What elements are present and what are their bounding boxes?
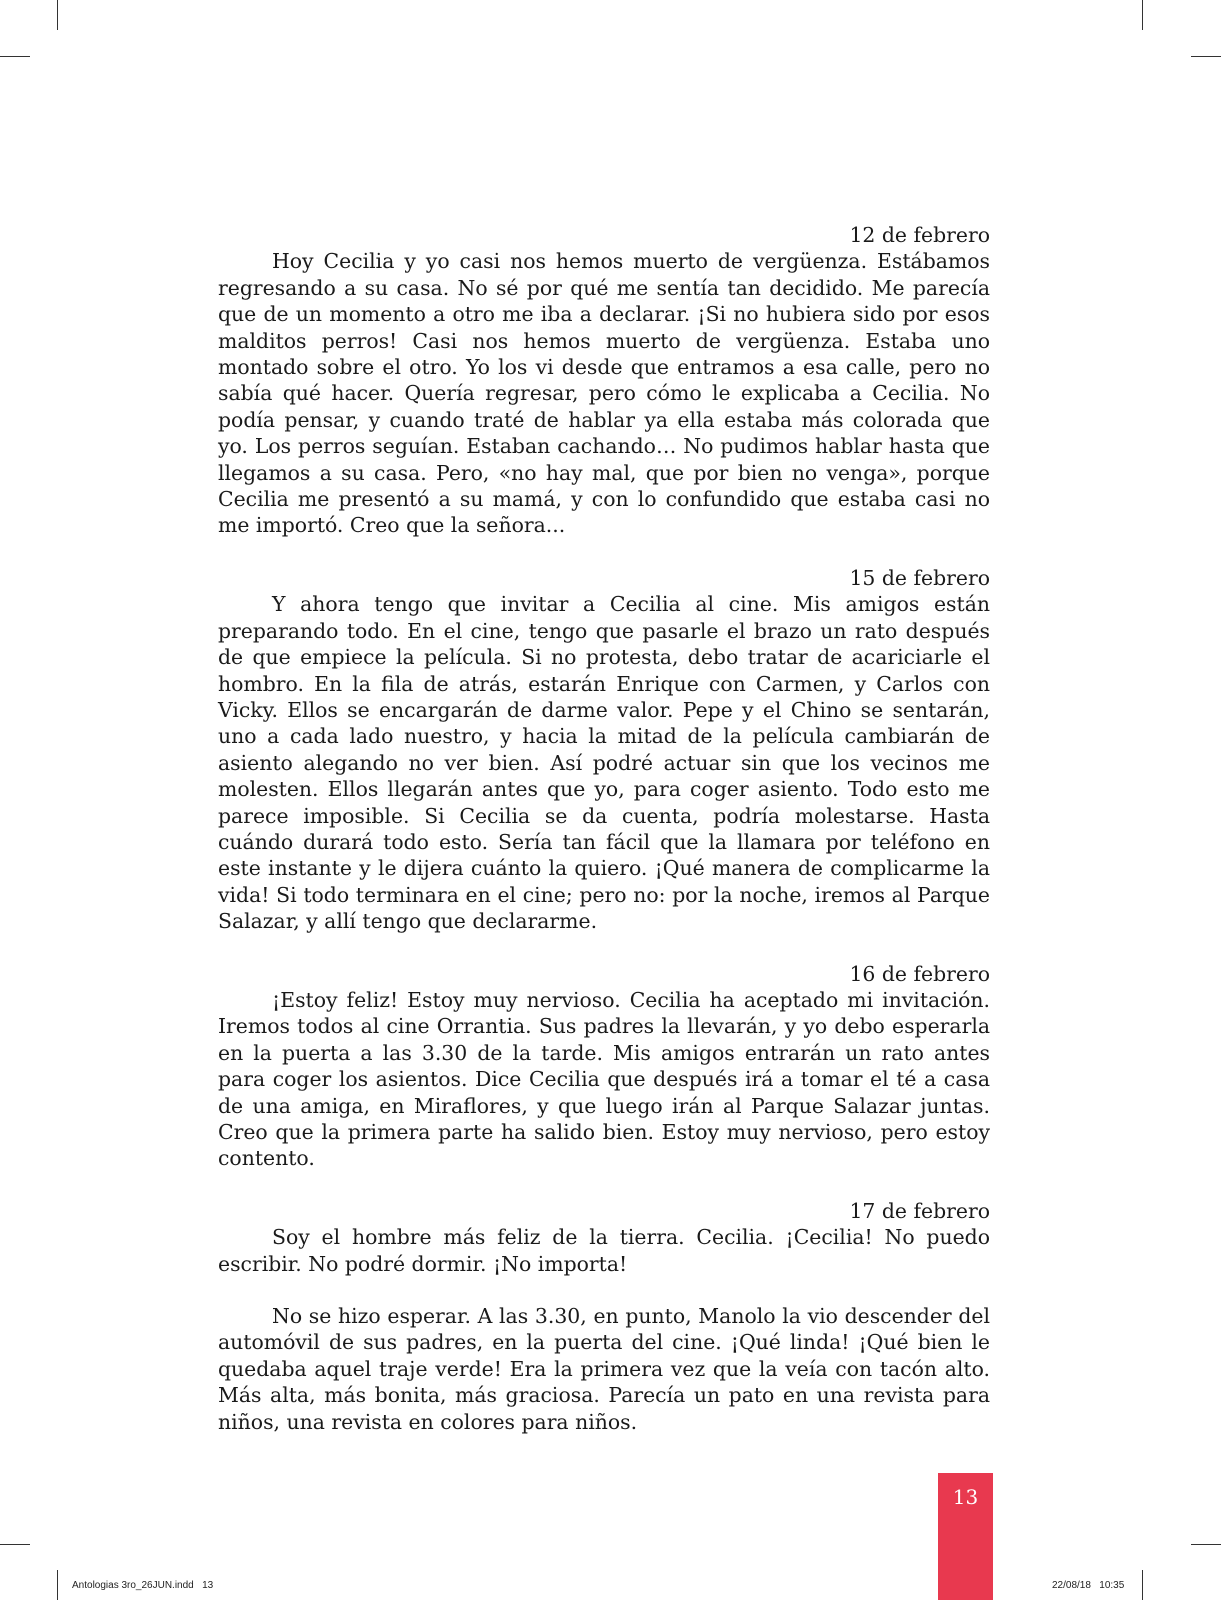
page-number: 13 [952, 1485, 979, 1509]
diary-entry [218, 565, 990, 935]
crop-mark [0, 56, 30, 57]
footer-file-slug: Antologias 3ro_26JUN.indd 13 [72, 1580, 214, 1591]
crop-mark [1191, 1544, 1221, 1545]
diary-entry [218, 222, 990, 539]
entry-date: 17 de febrero [849, 1198, 990, 1223]
entry-date: 12 de febrero [849, 223, 990, 247]
entry-date: 15 de febrero [849, 565, 990, 590]
crop-mark [57, 1570, 58, 1600]
entry-body: Hoy Cecilia y yo casi nos hemos muerto de vergüenza. Estábamos regresando a su casa. No sé por qué me sentía tan decidido. Me parecía que de un momento a otro me iba a declarar. ¡Si no hubiera sido por esos malditos perros! Casi nos hemos muerto de vergüenza. Estaba uno montado sobre el otro. Yo los vi desde que entramos a esa calle, pero no sabía qué hacer. Quería regresar, pero cómo le explicaba a Cecilia. No podía pensar, y cuando traté de hablar ya ella estaba más colorada que yo. Los perros seguían. Estaban cachando… No pudimos hablar hasta que llegamos a su casa. Pero, «no hay mal, que por bien no venga», porque Cecilia me presentó a su mamá, y con lo confundido que estaba casi no me importó. Creo que la señora... [218, 249, 990, 538]
crop-mark [0, 1544, 30, 1545]
entry-body: ¡Estoy feliz! Estoy muy nervioso. Cecilia ha aceptado mi invitación. Iremos todos al cine Orrantia. Sus padres la llevarán, y yo debo esperarla en la puerta a las 3.30 de la tarde. Mis amigos entrarán un rato antes para coger los asientos. Dice Cecilia que después irá a tomar el té a casa de una amiga, en Miraflores, y que luego irán al Parque Salazar juntas. Creo que la primera parte ha salido bien. Estoy muy nervioso, pero estoy contento. [218, 987, 990, 1171]
diary-entry [218, 1198, 990, 1277]
entry-body: Y ahora tengo que invitar a Cecilia al cine. Mis amigos están preparando todo. En el cine, tengo que pasarle el brazo un rato después de que empiece la película. Si no protesta, debo tratar de acariciarle el hombro. En la fila de atrás, estarán Enrique con Carmen, y Carlos con Vicky. Ellos se encargarán de darme valor. Pepe y el Chino se sentarán, uno a cada lado nuestro, y hacia la mitad de la película cambiarán de asiento alegando no ver bien. Así podré actuar sin que los vecinos me molesten. Ellos llegarán antes que yo, para coger asiento. Todo esto me parece imposible. Si Cecilia se da cuenta, podría molestarse. Hasta cuándo durará todo esto. Sería tan fácil que la llamara por teléfono en este instante y le dijera cuánto la quiero. ¡Qué manera de complicarme la vida! Si todo terminara en el cine; pero no: por la noche, iremos al Parque Salazar, y allí tengo que declararme. [218, 592, 990, 934]
text-column [218, 222, 990, 1435]
entry-body: Soy el hombre más feliz de la tierra. Cecilia. ¡Cecilia! No puedo escribir. No podré dormir. ¡No importa! [218, 1225, 990, 1276]
page-number-tab [938, 1473, 993, 1600]
narrative-paragraph: No se hizo esperar. A las 3.30, en punto, Manolo la vio descender del automóvil de sus padres, en la puerta del cine. ¡Qué linda! ¡Qué bien le quedaba aquel traje verde! Era la primera vez que la veía con tacón alto. Más alta, más bonita, más graciosa. Parecía un pato en una revista para niños, una revista en colores para niños. [218, 1304, 990, 1434]
diary-entry [218, 961, 990, 1172]
entry-date: 16 de febrero [849, 961, 990, 986]
crop-mark [57, 0, 58, 30]
crop-mark [1142, 0, 1143, 30]
footer-timestamp: 22/08/18 10:35 [1052, 1580, 1125, 1591]
crop-mark [1142, 1570, 1143, 1600]
crop-mark [1191, 56, 1221, 57]
